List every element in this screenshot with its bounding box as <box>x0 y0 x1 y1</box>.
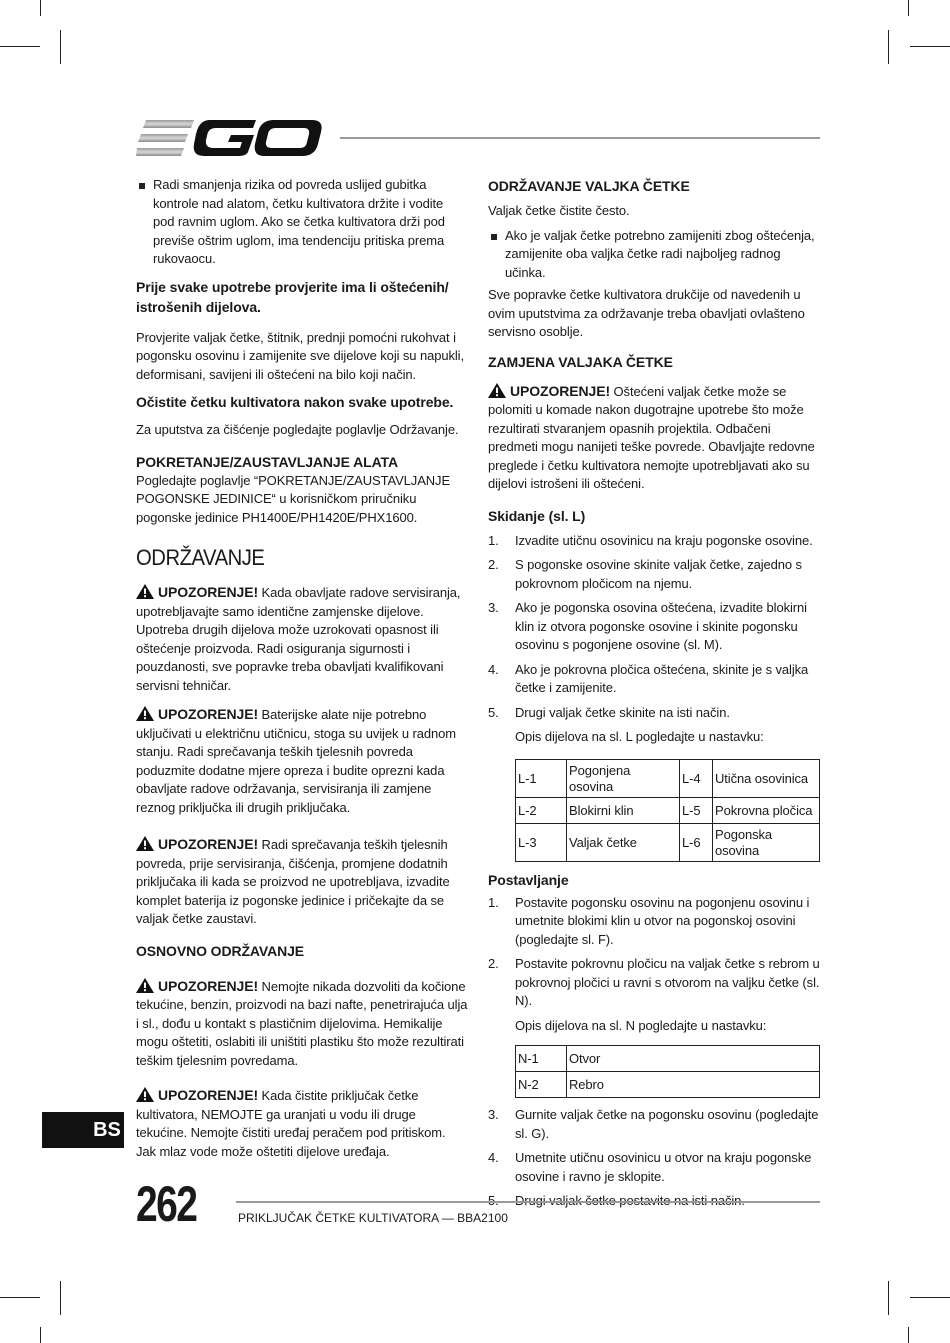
table-cell: L-2 <box>516 797 567 823</box>
table-cell: Rebro <box>567 1072 820 1098</box>
table-cell: Pogonjena osovina <box>567 759 680 797</box>
paragraph: Provjerite valjak četke, štitnik, prednji pomoćni rukohvat i pogonsku osovinu i zamijenite sve dijelove koji su napukli, deformisani, savijeni ili oštećeni na bilo koji način. <box>136 329 464 382</box>
footer-title: PRIKLJUČAK ČETKE KULTIVATORA — BBA2100 <box>238 1211 508 1225</box>
list-item: 3. Gurnite valjak četke na pogonsku osovinu (pogledajte sl. G). <box>488 1107 819 1141</box>
table-cell: Pogonska osovina <box>713 823 820 861</box>
warning-label: UPOZORENJE! <box>158 836 259 852</box>
paragraph: Za uputstva za čišćenje pogledajte poglavlje Održavanje. <box>136 422 459 437</box>
section-heading: ODRŽAVANJE VALJKA ČETKE <box>488 178 690 194</box>
bullet-item: Radi smanjenja rizika od povreda uslijed gubitka kontrole nad alatom, četku kultivatora držite i vodite pod ravnim uglom. Ako se četka kultivatora drži pod previše oštrim uglom, ima tendenciju pritiska prema rukovaocu. <box>136 176 468 269</box>
crop-mark <box>60 1281 61 1315</box>
subsection-heading: Postavljanje <box>488 871 569 888</box>
table-row <box>516 797 820 823</box>
table-cell: L-5 <box>680 797 713 823</box>
crop-mark <box>40 1327 41 1343</box>
table-cell: L-3 <box>516 823 567 861</box>
parts-table-l <box>515 759 820 862</box>
table-cell: L-1 <box>516 759 567 797</box>
bold-lead: Prije svake upotrebe provjerite ima li oštećenih/ istrošenih dijelova. <box>136 278 449 315</box>
list-item: 1. Izvadite utičnu osovinicu na kraju pogonske osovine. <box>488 532 813 548</box>
parts-table-n <box>515 1045 820 1098</box>
table-cell: Otvor <box>567 1046 820 1072</box>
list-item: 5. Drugi valjak četke skinite na isti način. <box>488 704 730 720</box>
list-item: 2. S pogonske osovine skinite valjak četke, zajedno s pokrovnom pločicom na njemu. <box>488 557 802 591</box>
warning-label: UPOZORENJE! <box>158 706 259 722</box>
section-heading: OSNOVNO ODRŽAVANJE <box>136 942 305 959</box>
warning-block: UPOZORENJE! Kada obavljate radove servisiranja, upotrebljavajte samo identične zamjenske dijelove. Upotreba drugih dijelova može uzrokovati opasnost ili oštećenje proizvoda. Radi osiguranja sigurnosti i pouzdanosti, sve popravke treba obavljati kvalifikovani servisni tehničar. <box>136 584 461 693</box>
warning-triangle-icon <box>136 584 154 599</box>
warning-label: UPOZORENJE! <box>158 584 259 600</box>
right-column <box>488 176 821 1211</box>
list-item: 2. Postavite pokrovnu pločicu na valjak četke s rebrom u pokrovnoj pločici u ravni s otvorom na valjku četke (sl. N). <box>488 956 820 1008</box>
crop-mark <box>908 0 909 16</box>
warning-block: UPOZORENJE! Baterijske alate nije potrebno uključivati u električnu utičnicu, stoga su uvijek u radnom stanju. Radi sprečavanja teških tjelesnih povreda poduzmite dodatne mjere opreza i budite oprezni kada obavljate radove održavanja, servisiranja ili zamjene reznog priključka ili drugih priključaka. <box>136 706 456 815</box>
section-heading: POKRETANJE/ZAUSTAVLJANJE ALATA <box>136 453 398 470</box>
table-row <box>516 759 820 797</box>
bullet-item: Ako je valjak četke potrebno zamijeniti zbog oštećenja, zamijenite oba valjka četke radi najboljeg radnog učinka. <box>488 227 821 283</box>
table-cell: Valjak četke <box>567 823 680 861</box>
list-item: 4. Umetnite utičnu osovinicu u otvor na kraju pogonske osovine i ravno je sklopite. <box>488 1150 812 1184</box>
table-row <box>516 823 820 861</box>
paragraph: Valjak četke čistite često. <box>488 203 630 218</box>
table-cell: Blokirni klin <box>567 797 680 823</box>
list-item: 3. Ako je pogonska osovina oštećena, izvadite blokirni klin iz otvora pogonske osovine i skinite pogonsku osovinu s pogonjene osovine (sl. M). <box>488 600 807 652</box>
chapter-heading: ODRŽAVANJE <box>136 545 265 570</box>
table-cell: N-1 <box>516 1046 567 1072</box>
warning-triangle-icon <box>136 978 154 993</box>
crop-mark <box>910 46 950 47</box>
table-row <box>516 1046 820 1072</box>
warning-label: UPOZORENJE! <box>510 382 611 399</box>
warning-triangle-icon <box>488 383 506 398</box>
ego-logo <box>136 116 322 160</box>
square-bullet-icon <box>139 183 145 189</box>
warning-label: UPOZORENJE! <box>158 977 259 994</box>
list-item: 4. Ako je pokrovna pločica oštećena, skinite je s valjka četke i zamijenite. <box>488 661 809 695</box>
warning-label: UPOZORENJE! <box>158 1087 259 1103</box>
warning-triangle-icon <box>136 1087 154 1102</box>
install-steps-b <box>488 1106 821 1211</box>
paragraph: Pogledajte poglavlje “POKRETANJE/ZAUSTAVLJANJE POGONSKE JEDINICE“ u korisničkom priručniku pogonske jedinice PH1400E/PH1420E/PHX1600. <box>136 472 451 525</box>
warning-triangle-icon <box>136 706 154 721</box>
crop-mark <box>60 30 61 64</box>
table-caption: Opis dijelova na sl. L pogledajte u nastavku: <box>515 729 764 744</box>
table-row <box>516 1072 820 1098</box>
crop-mark <box>0 1297 40 1298</box>
crop-mark <box>888 1281 889 1315</box>
section-heading: ZAMJENA VALJAKA ČETKE <box>488 353 673 370</box>
table-cell: L-6 <box>680 823 713 861</box>
header-rule <box>340 137 820 139</box>
warning-block: UPOZORENJE! Radi sprečavanja teških tjelesnih povreda, prije servisiranja, čišćenja, promjene dodatnih priključaka ili kada se proizvod ne upotrebljava, izvadite komplet baterija iz pogonske jedinice i pričekajte da se valjak četke zaustavi. <box>136 836 450 926</box>
table-cell: N-2 <box>516 1072 567 1098</box>
bold-lead: Očistite četku kultivatora nakon svake upotrebe. <box>136 394 454 410</box>
table-caption: Opis dijelova na sl. N pogledajte u nastavku: <box>515 1017 767 1033</box>
page-number: 262 <box>136 1176 197 1232</box>
subsection-heading: Skidanje (sl. L) <box>488 507 586 524</box>
crop-mark <box>910 1297 950 1298</box>
footer-rule <box>236 1201 820 1203</box>
left-column <box>136 176 468 1161</box>
paragraph: Sve popravke četke kultivatora drukčije od navedenih u ovim uputstvima za održavanje treba obavljati ovlašteno servisno osoblje. <box>488 287 805 339</box>
crop-mark <box>908 1327 909 1343</box>
warning-block: UPOZORENJE! Oštećeni valjak četke može se polomiti u komade nakon dugotrajne upotrebe što može rezultirati stvaranjem opasnih projektila. Odbačeni predmeti mogu nanijeti teške povrede. Obavljajte redovne preglede i četku kultivatora nemojte upotrebljavati ako su dijelovi istrošeni ili oštećeni. <box>488 382 815 491</box>
list-item: 1. Postavite pogonsku osovinu na pogonjenu osovinu i umetnite blokimi klin u otvor na pogonskoj osovini (pogledajte sl. F). <box>488 894 810 947</box>
warning-block: UPOZORENJE! Kada čistite priključak četke kultivatora, NEMOJTE ga uranjati u vodu ili druge tekućine. Nemojte čistiti uređaj peračem pod pritiskom. Jak mlaz vode može oštetiti dijelove uređaja. <box>136 1087 446 1159</box>
warning-triangle-icon <box>136 836 154 851</box>
table-cell: L-4 <box>680 759 713 797</box>
table-cell: Utična osovinica <box>713 759 820 797</box>
install-steps-a <box>488 894 821 1011</box>
removal-steps <box>488 532 821 723</box>
language-tab: BS <box>42 1112 124 1148</box>
table-cell: Pokrovna pločica <box>713 797 820 823</box>
crop-mark <box>40 0 41 16</box>
crop-mark <box>0 46 40 47</box>
warning-block: UPOZORENJE! Nemojte nikada dozvoliti da kočione tekućine, benzin, proizvodi na bazi nafte, penetrirajuća ulja i sl., dođu u kontakt s plastičnim dijelovima. Hemikalije mogu oštetiti, oslabiti ili uništiti plastiku što može rezultirati teškim tjelesnim povredama. <box>136 977 468 1068</box>
square-bullet-icon <box>491 234 497 240</box>
crop-mark <box>888 30 889 64</box>
